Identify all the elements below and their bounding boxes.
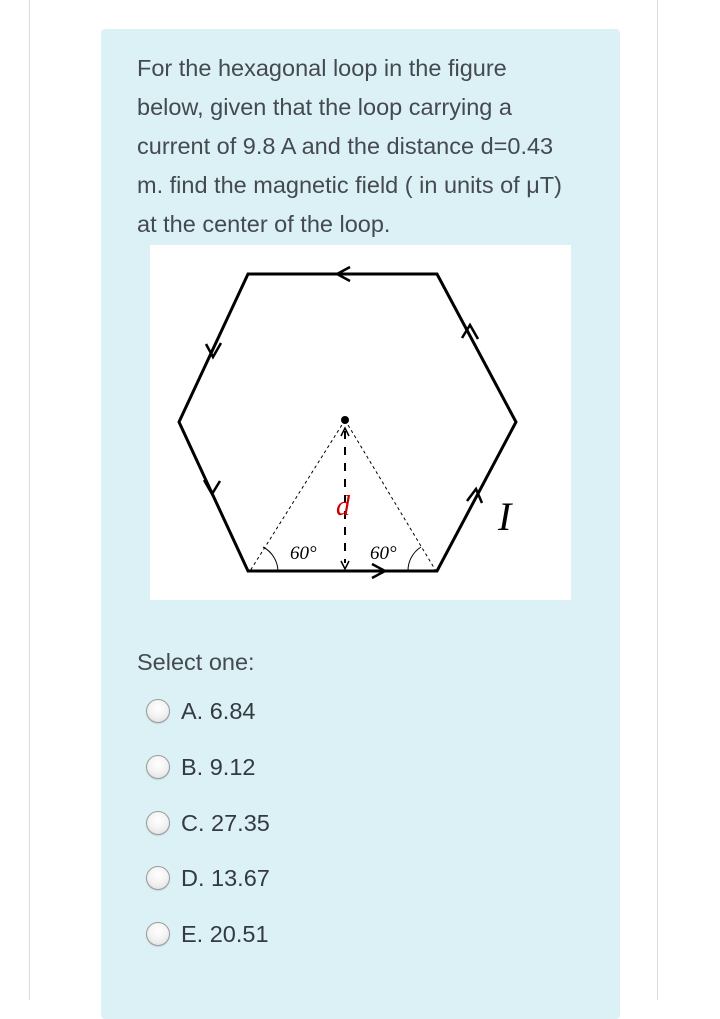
- radio-button[interactable]: [146, 922, 170, 946]
- question-text: For the hexagonal loop in the figure below, given that the loop carrying a current of 9.8 A and the distance d=0.43 m. find the magnetic field ( in units of μT) at the center of the loop.: [137, 55, 562, 237]
- left-border-line: [29, 0, 30, 1000]
- option-label: A. 6.84: [181, 698, 256, 724]
- current-arrow-lower-left: [204, 480, 220, 494]
- angle-label-right: 60°: [370, 543, 397, 564]
- radio-button[interactable]: [146, 755, 170, 779]
- angle-label-left: 60°: [290, 543, 317, 564]
- option-b[interactable]: [146, 752, 406, 792]
- radio-button[interactable]: [146, 866, 170, 890]
- option-e[interactable]: [146, 919, 406, 959]
- radio-button[interactable]: [146, 811, 170, 835]
- angle-arc-right: [408, 547, 421, 571]
- option-d[interactable]: [146, 863, 406, 903]
- distance-label: d: [336, 491, 350, 522]
- select-one-label: Select one:: [137, 649, 255, 675]
- radio-button[interactable]: [146, 699, 170, 723]
- current-label: I: [498, 494, 512, 539]
- option-a[interactable]: [146, 696, 406, 736]
- right-border-line: [657, 0, 658, 1000]
- option-label: C. 27.35: [181, 810, 270, 836]
- hexagon-figure: [150, 245, 571, 600]
- option-c[interactable]: [146, 808, 406, 848]
- angle-arc-left: [263, 547, 278, 571]
- option-label: B. 9.12: [181, 754, 256, 780]
- option-label: D. 13.67: [181, 865, 270, 891]
- hexagon-diagram: [150, 245, 571, 600]
- option-label: E. 20.51: [181, 921, 269, 947]
